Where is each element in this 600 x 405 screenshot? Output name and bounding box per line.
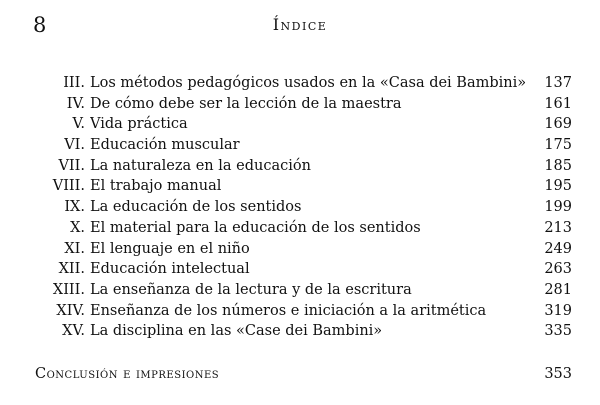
chapter-page-number: 169 [544, 116, 572, 133]
chapter-title [90, 114, 530, 135]
chapter-page-number: 263 [544, 261, 572, 278]
chapter-title [90, 156, 530, 177]
chapter-number: III. [63, 75, 85, 91]
chapter-title [90, 94, 530, 115]
toc-entry [0, 176, 600, 197]
toc-entry [0, 301, 600, 322]
chapter-title-text: El trabajo manual [90, 178, 225, 194]
toc-entry [0, 239, 600, 260]
chapter-page-number: 161 [544, 95, 572, 112]
chapter-title-text: Vida práctica [90, 116, 192, 132]
chapter-number: XIV. [56, 302, 85, 319]
chapter-title-text: Educación muscular [90, 137, 244, 153]
toc-entry [0, 197, 600, 218]
chapter-title [90, 218, 530, 239]
chapter-number: VI. [64, 137, 85, 154]
chapter-number: XIII. [52, 281, 85, 298]
chapter-title-text: Educación intelectual [90, 261, 254, 277]
toc-entry [0, 73, 600, 94]
toc-entry [0, 259, 600, 280]
chapter-title-text: La disciplina en las «Case dei Bambini» [90, 323, 386, 339]
chapter-page-number: 213 [544, 219, 572, 236]
chapter-page-number: 335 [544, 323, 572, 340]
chapter-number: XII. [58, 261, 85, 278]
chapter-title [90, 301, 530, 322]
toc-conclusion-entry [0, 363, 600, 385]
chapter-page-number: 249 [544, 240, 572, 257]
chapter-title-text: Enseñanza de los números e iniciación a la aritmética [90, 303, 490, 319]
chapter-title-text: La enseñanza de la lectura y de la escritura [90, 282, 416, 298]
chapter-page-number: 175 [544, 137, 572, 154]
table-of-contents [0, 73, 600, 342]
chapter-title [90, 239, 530, 260]
chapter-title-text: El material para la educación de los sentidos [90, 220, 425, 236]
conclusion-page-number: 353 [544, 366, 572, 382]
chapter-title [90, 280, 530, 301]
toc-entry [0, 94, 600, 115]
conclusion-title-text: Conclusión e impresiones [35, 366, 223, 382]
toc-entry [0, 114, 600, 135]
chapter-number: XI. [64, 240, 85, 257]
toc-entry [0, 135, 600, 156]
toc-entry [0, 280, 600, 301]
chapter-title-text: La naturaleza en la educación [90, 158, 315, 174]
conclusion-title [35, 363, 530, 385]
chapter-title-text: La educación de los sentidos [90, 199, 305, 215]
chapter-number: XV. [62, 323, 85, 340]
chapter-title [90, 321, 530, 342]
chapter-number: IV. [66, 95, 85, 112]
chapter-title-text: El lenguaje en el niño [90, 241, 254, 257]
chapter-page-number: 137 [544, 75, 572, 91]
chapter-title [90, 135, 530, 156]
chapter-title-text: De cómo debe ser la lección de la maestra [90, 96, 406, 112]
chapter-title [90, 73, 530, 94]
toc-entry [0, 156, 600, 177]
chapter-page-number: 199 [544, 199, 572, 216]
chapter-title [90, 259, 530, 280]
chapter-number: V. [72, 116, 85, 133]
chapter-number: X. [70, 219, 85, 236]
chapter-number: VIII. [52, 178, 85, 195]
chapter-page-number: 281 [544, 281, 572, 298]
chapter-number: IX. [64, 199, 85, 216]
chapter-title [90, 197, 530, 218]
chapter-number: VII. [58, 157, 85, 174]
chapter-title-text: Los métodos pedagógicos usados en la «Casa dei Bambini» [90, 75, 530, 91]
chapter-page-number: 185 [544, 157, 572, 174]
toc-entry [0, 321, 600, 342]
chapter-page-number: 319 [544, 302, 572, 319]
page-title: Índice [272, 15, 328, 34]
chapter-title [90, 176, 530, 197]
toc-entry [0, 218, 600, 239]
page-number: 8 [33, 13, 47, 37]
chapter-page-number: 195 [544, 178, 572, 195]
